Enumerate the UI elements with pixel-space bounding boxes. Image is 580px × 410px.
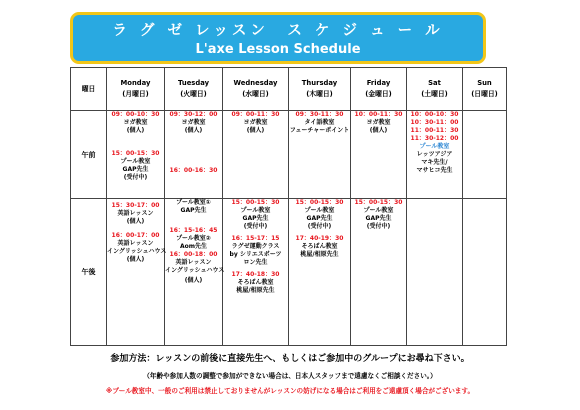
wed-pm-cell: 15：00-15：30 プール教室 GAP先生 (受付中) 16：15-17：15 ラグゼ運動クラス by シリエスポーツ ロン先生 17：40-18：30 そろばん教室 桃屋/相原先生: [223, 199, 289, 346]
day-header-wednesday: Wednesday (水曜日): [223, 68, 289, 111]
fri-pm-cell: 15：00-15：30 プール教室 GAP先生 (受付中): [351, 199, 407, 346]
day-header-saturday: Sat (土曜日): [407, 68, 463, 111]
day-header-friday: Friday (金曜日): [351, 68, 407, 111]
thu-am-cell: 09：30-11：30 タイ語教室 フューチャーポイント: [289, 111, 351, 199]
day-header-monday: Monday (月曜日): [107, 68, 165, 111]
mon-pm-cell: 15：30-17：00 英語レッスン (個人) 16：00-17：00 英語レッスン イングリッシュハウス (個人): [107, 199, 165, 346]
participation-note: 参加方法：レッスンの前後に直接先生へ、もしくはご参加中のグループにお尋ね下さい。: [110, 354, 470, 364]
sat-am-cell: 10：00-10：30 10：30-11：00 11：00-11：30 11：30-12：00 プール教室 レッツアジア マキ先生/ マサヒコ先生: [407, 111, 463, 199]
tue-am-cell: 09：30-12：00 ヨガ教室 (個人) 16：00-16：30: [165, 111, 223, 199]
sat-pm-cell: [407, 199, 463, 346]
sun-am-cell: [463, 111, 507, 199]
pool-warning-note: ※プール教室中、一般のご利用は禁止しておりませんがレッスンの妨げになる場合はご利用をご遠慮頂く場合がございます。: [105, 387, 475, 395]
title-banner: [70, 12, 486, 64]
morning-row: [71, 111, 507, 199]
title-japanese: ラ グ ゼ レッスン ス ケ ジ ュ ー ル: [112, 23, 444, 39]
afternoon-row: [71, 199, 507, 346]
afternoon-label: 午後: [71, 199, 107, 346]
consultation-note: （年齢や参加人数の調整で参加ができない場合は、日本人スタッフまで遠慮なくご相談ください。）: [143, 372, 437, 380]
wed-am-cell: 09：00-11：30 ヨガ教室 (個人): [223, 111, 289, 199]
day-header-tuesday: Tuesday (火曜日): [165, 68, 223, 111]
mon-am-cell: 09：00-10：30 ヨガ教室 (個人) 15：00-15：30 プール教室 GAP先生 (受付中): [107, 111, 165, 199]
sun-pm-cell: [463, 199, 507, 346]
fri-am-cell: 10：00-11：30 ヨガ教室 (個人): [351, 111, 407, 199]
youbi-header: 曜日: [71, 68, 107, 111]
schedule-table: [70, 67, 507, 346]
header-row: [71, 68, 507, 111]
day-header-thursday: Thursday (木曜日): [289, 68, 351, 111]
day-header-sunday: Sun (日曜日): [463, 68, 507, 111]
thu-pm-cell: 15：00-15：30 プール教室 GAP先生 (受付中) 17：40-19：30 そろばん教室 桃屋/相原先生: [289, 199, 351, 346]
title-english: L'axe Lesson Schedule: [195, 42, 361, 57]
morning-label: 午前: [71, 111, 107, 199]
tue-pm-cell: プール教室① GAP先生 16：15-16：45 プール教室② Aom先生 16：00-18：00 英語レッスン イングリッシュハウス (個人): [165, 199, 223, 346]
